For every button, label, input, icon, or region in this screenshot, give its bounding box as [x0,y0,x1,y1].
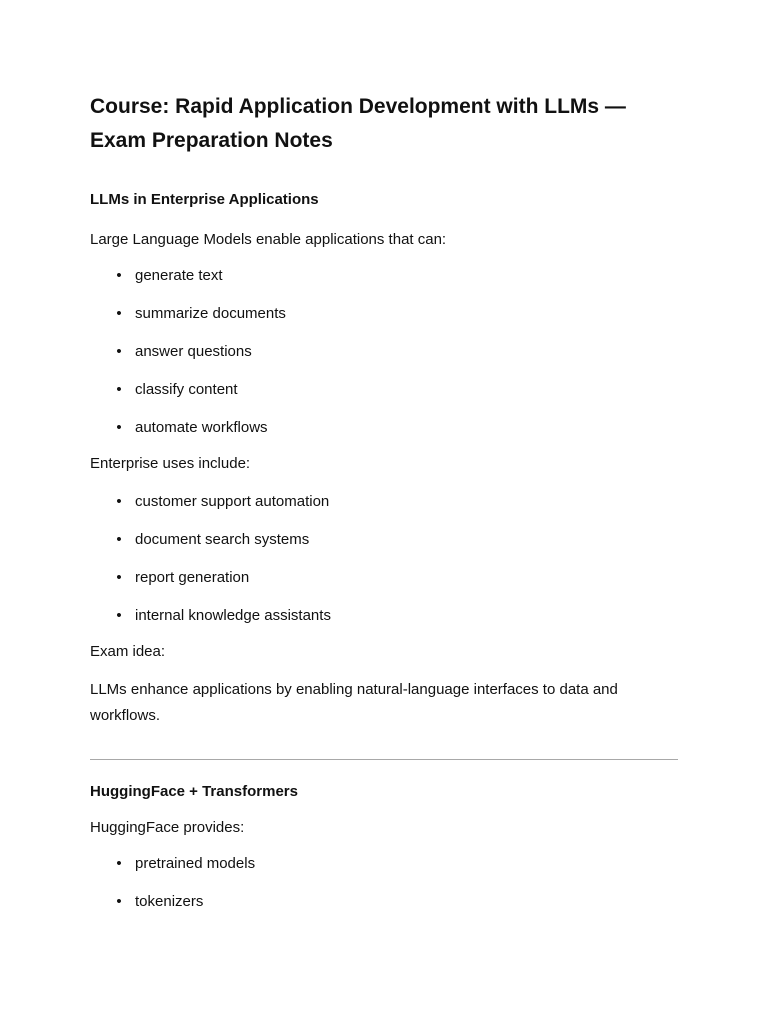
list-item-text: answer questions [135,343,252,360]
list-item [90,891,680,913]
exam-idea-text: LLMs enhance applications by enabling natural-language interfaces to data and workflows. [90,681,618,724]
list-item-text: document search systems [135,531,310,548]
document-content [90,90,680,913]
bullet-icon: • [116,305,122,322]
bullet-icon: • [116,381,122,398]
enterprise-uses-list [90,491,680,627]
list-item-text: generate text [135,267,223,284]
bullet-icon: • [116,569,122,586]
bullet-icon: • [116,493,122,510]
huggingface-list [90,853,680,913]
exam-idea-label: Exam idea: [90,643,166,660]
bullet-icon: • [116,893,122,910]
list-item [90,605,680,627]
list-item-text: report generation [135,569,250,586]
list-item [90,567,680,589]
capabilities-list [90,265,680,439]
list-item-text: summarize documents [135,305,286,322]
bullet-icon: • [116,267,122,284]
bullet-icon: • [116,419,122,436]
section-divider [90,759,678,760]
list-item [90,529,680,551]
list-item [90,491,680,513]
list-item-text: internal knowledge assistants [135,607,331,624]
list-item [90,853,680,875]
bullet-icon: • [116,531,122,548]
list-item [90,341,680,363]
bullet-icon: • [116,343,122,360]
list-item-text: tokenizers [135,893,204,910]
huggingface-intro: HuggingFace provides: [90,819,245,836]
list-item-text: pretrained models [135,855,256,872]
section-heading-huggingface: HuggingFace + Transformers [90,783,298,800]
list-item [90,303,680,325]
list-item [90,379,680,401]
list-item-text: automate workflows [135,419,268,436]
document-title: Course: Rapid Application Development with LLMs — Exam Preparation Notes [90,95,626,152]
capabilities-intro: Large Language Models enable applications that can: [90,231,447,248]
list-item-text: customer support automation [135,493,330,510]
list-item-text: classify content [135,381,238,398]
enterprise-uses-label: Enterprise uses include: [90,455,251,472]
bullet-icon: • [116,855,122,872]
list-item [90,417,680,439]
bullet-icon: • [116,607,122,624]
list-item [90,265,680,287]
section-heading-llms-enterprise: LLMs in Enterprise Applications [90,191,319,208]
